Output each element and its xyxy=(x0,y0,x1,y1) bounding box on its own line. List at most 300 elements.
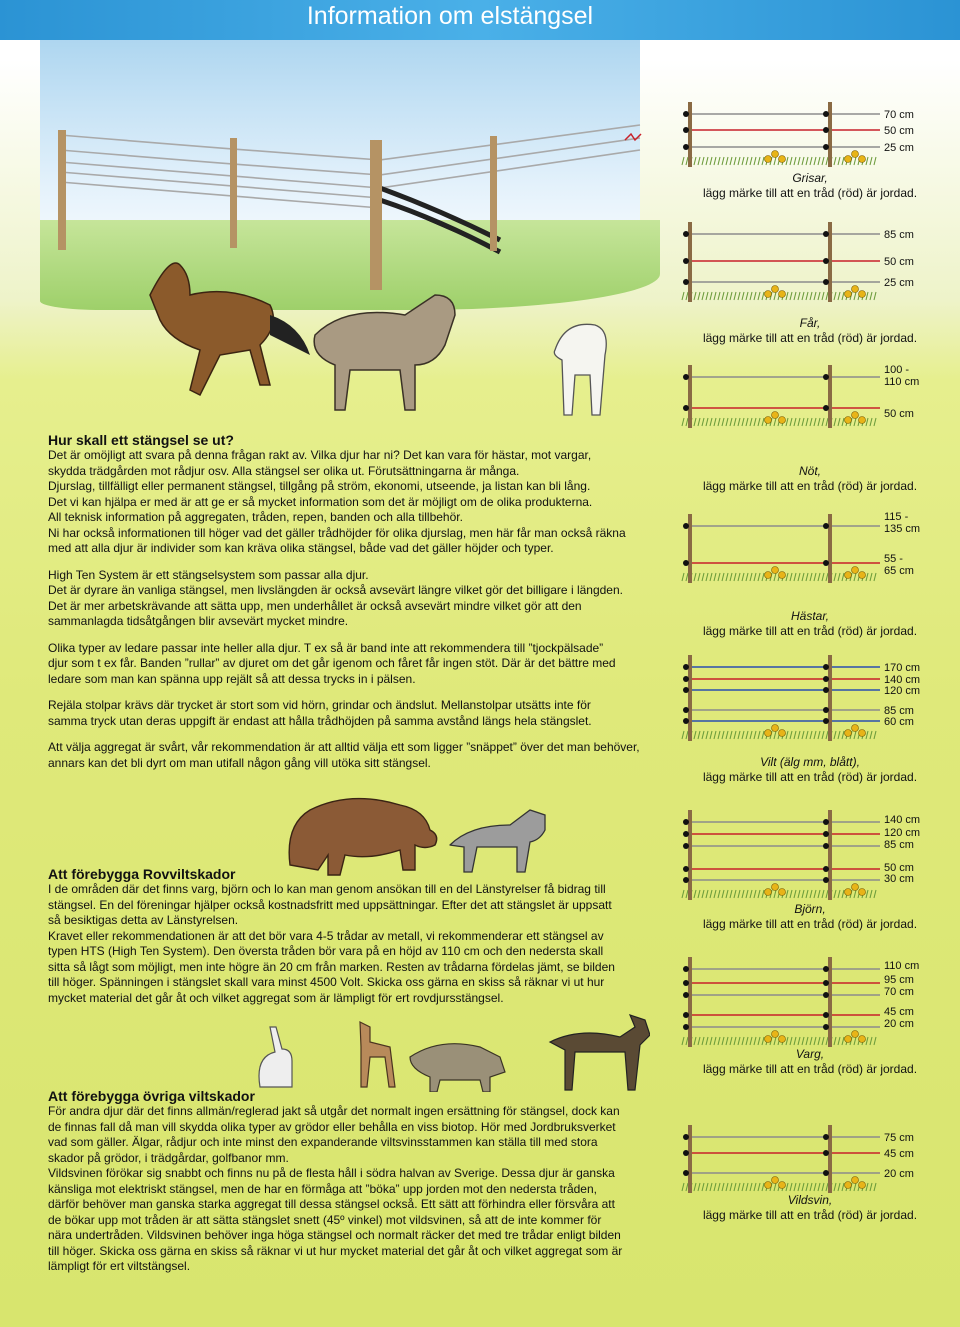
grass-blade xyxy=(802,157,804,165)
grass-blade xyxy=(870,1037,872,1045)
insulator xyxy=(823,1134,829,1140)
flower xyxy=(852,286,859,293)
flower xyxy=(852,884,859,891)
grass-blade xyxy=(686,573,688,581)
grass-blade xyxy=(810,157,812,165)
grass-blade xyxy=(698,292,700,300)
wire-height-label: 50 cm xyxy=(884,256,914,268)
grass-blade xyxy=(710,1183,712,1191)
grass-blade xyxy=(702,157,704,165)
grass-blade xyxy=(810,292,812,300)
insulator xyxy=(823,127,829,133)
grass-blade xyxy=(722,731,724,739)
grass-blade xyxy=(814,157,816,165)
fence-post xyxy=(688,365,692,428)
grass-blade xyxy=(786,1183,788,1191)
grass-blade xyxy=(726,731,728,739)
fence-caption xyxy=(680,1193,940,1223)
wire-height-label: 170 cm xyxy=(884,662,921,674)
insulator xyxy=(823,111,829,117)
fence-post xyxy=(828,1125,832,1193)
grass-blade xyxy=(730,731,732,739)
insulator xyxy=(683,258,689,264)
grass-blade xyxy=(842,1183,844,1191)
flower xyxy=(852,412,859,419)
grass-blade xyxy=(698,157,700,165)
fence-note: lägg märke till att en tråd (röd) är jordad. xyxy=(702,479,918,493)
aggregat-line: annars kan det bli dyrt om man utifall någon gång vill utöka sitt stängsel. xyxy=(48,755,431,770)
insulator xyxy=(683,966,689,972)
fence-post xyxy=(58,130,66,250)
flower xyxy=(859,730,866,737)
grass-blade xyxy=(730,418,732,426)
insulator xyxy=(683,127,689,133)
grass-blade xyxy=(758,418,760,426)
grass-blade xyxy=(714,731,716,739)
wild-boar-illustration xyxy=(410,1044,505,1092)
fence-post xyxy=(370,140,382,290)
rovvilt-line: sitta så lågt som möjligt, men inte högre än 20 cm från marken. Resten av trådarna fördelas jämt, se bilden xyxy=(48,959,615,974)
fence-post xyxy=(828,102,832,167)
grass-blade xyxy=(710,573,712,581)
grass-blade xyxy=(794,418,796,426)
grass-blade xyxy=(734,157,736,165)
insulator xyxy=(823,718,829,724)
insulator xyxy=(823,664,829,670)
intro-line: Det vi kan hjälpa er med är att ge er så mycket information som det är möjligt om de olika produkterna. xyxy=(48,494,593,509)
grass-blade xyxy=(754,1037,756,1045)
flower xyxy=(859,417,866,424)
flower xyxy=(859,889,866,896)
insulator xyxy=(823,966,829,972)
rovvilt-line: typen HTS (High Ten System). Den översta tråden bör vara på en höjd av 110 cm och den nedersta skall xyxy=(48,944,604,958)
insulator xyxy=(683,279,689,285)
grass-blade xyxy=(762,1037,764,1045)
fence-note: lägg märke till att en tråd (röd) är jordad. xyxy=(702,770,918,784)
grass-blade xyxy=(686,157,688,165)
insulator xyxy=(683,111,689,117)
flower xyxy=(772,725,779,732)
flower xyxy=(765,291,772,298)
flower xyxy=(845,417,852,424)
grass-blade xyxy=(694,573,696,581)
wire-height-label: 20 cm xyxy=(884,1018,914,1030)
viltskador-section xyxy=(48,1088,678,1275)
grass-blade xyxy=(874,418,876,426)
grass-blade xyxy=(790,418,792,426)
grass-blade xyxy=(734,573,736,581)
grass-blade xyxy=(682,292,684,300)
grass-blade xyxy=(706,573,708,581)
grass-blade xyxy=(702,418,704,426)
grass-blade xyxy=(870,731,872,739)
insulator xyxy=(823,374,829,380)
grass-blade xyxy=(818,573,820,581)
grass-blade xyxy=(714,157,716,165)
grass-blade xyxy=(738,731,740,739)
grass-blade xyxy=(798,890,800,898)
grass-blade xyxy=(726,573,728,581)
grass-blade xyxy=(718,1183,720,1191)
fence-post xyxy=(688,102,692,167)
grass-blade xyxy=(742,731,744,739)
grass-blade xyxy=(762,418,764,426)
grass-blade xyxy=(702,890,704,898)
grass-blade xyxy=(826,573,828,581)
fence-panel-not xyxy=(680,360,940,495)
insulator xyxy=(683,992,689,998)
grass-blade xyxy=(802,418,804,426)
intro-line: All teknisk information på aggregaten, tråden, repen, banden och alla tillbehör. xyxy=(48,510,463,524)
fence-animal-name: Vilt (älg mm, blått), xyxy=(760,755,860,769)
insulator xyxy=(823,560,829,566)
flower xyxy=(845,291,852,298)
insulator xyxy=(823,279,829,285)
insulator xyxy=(683,664,689,670)
grass-blade xyxy=(818,731,820,739)
grass-blade xyxy=(818,890,820,898)
fence-note: lägg märke till att en tråd (röd) är jordad. xyxy=(702,1208,918,1222)
grass-blade xyxy=(834,890,836,898)
viltskador-line: nära undertråden. Vildsvinen behöver inga höga stängsel och normalt räcker det med tre trådar enligt bilden xyxy=(48,1228,621,1242)
grass-blade xyxy=(714,1037,716,1045)
stolpar-line: Rejäla stolpar krävs där trycket är stort som vid hörn, grindar och ändslut. Mellanstolpar utsätts inte för xyxy=(48,698,591,712)
grass-blade xyxy=(774,1037,776,1045)
grass-blade xyxy=(834,157,836,165)
grass-blade xyxy=(686,890,688,898)
grass-blade xyxy=(730,292,732,300)
fence-caption xyxy=(680,902,940,932)
grass-blade xyxy=(866,731,868,739)
grass-blade xyxy=(774,418,776,426)
insulator xyxy=(683,560,689,566)
grass-blade xyxy=(762,1183,764,1191)
ledare-line: ledare som man kan spänna upp rejält så att dessa trycks in i pälsen. xyxy=(48,671,416,686)
grass-blade xyxy=(834,1037,836,1045)
flower xyxy=(859,1036,866,1043)
insulator xyxy=(823,231,829,237)
flower xyxy=(845,730,852,737)
grass-blade xyxy=(802,573,804,581)
insulator xyxy=(683,687,689,693)
insulator xyxy=(683,843,689,849)
grass-blade xyxy=(870,418,872,426)
grass-blade xyxy=(730,1037,732,1045)
grass-blade xyxy=(854,418,856,426)
fence-note: lägg märke till att en tråd (röd) är jordad. xyxy=(702,917,918,931)
viltskador-line: därför behöver man ganska starka aggregat till dessa stängsel också. Ett sätt att förhindra eller försvåra att xyxy=(48,1197,615,1211)
fence-post xyxy=(230,138,237,248)
flower xyxy=(845,889,852,896)
grass-blade xyxy=(746,418,748,426)
grass-blade xyxy=(754,731,756,739)
insulator xyxy=(683,374,689,380)
insulator xyxy=(683,866,689,872)
fence-caption xyxy=(680,171,940,201)
grass-blade xyxy=(706,731,708,739)
grass-blade xyxy=(842,418,844,426)
flower xyxy=(772,286,779,293)
wire-height-label: 75 cm xyxy=(884,1132,914,1144)
flower xyxy=(772,567,779,574)
grass-blade xyxy=(718,292,720,300)
grass-blade xyxy=(810,1037,812,1045)
grass-blade xyxy=(810,418,812,426)
grass-blade xyxy=(806,731,808,739)
flower xyxy=(779,572,786,579)
grass-blade xyxy=(866,1037,868,1045)
wire-height-label: 85 cm xyxy=(884,705,914,717)
grass-blade xyxy=(798,157,800,165)
flower xyxy=(859,572,866,579)
flower xyxy=(779,889,786,896)
grass-blade xyxy=(870,292,872,300)
grass-blade xyxy=(722,573,724,581)
hts-line: High Ten System är ett stängselsystem som passar alla djur. xyxy=(48,567,369,582)
grass-blade xyxy=(706,890,708,898)
grass-blade xyxy=(786,731,788,739)
grass-blade xyxy=(810,890,812,898)
rovvilt-section xyxy=(48,866,678,1006)
hts-line: sammanlagda tidsåtgången blir avsevärt mycket mindre. xyxy=(48,614,349,628)
grass-blade xyxy=(706,292,708,300)
flower xyxy=(772,1177,779,1184)
grass-blade xyxy=(870,890,872,898)
insulator xyxy=(823,1024,829,1030)
grass-blade xyxy=(786,1037,788,1045)
grass-blade xyxy=(682,1037,684,1045)
grass-blade xyxy=(750,157,752,165)
grass-blade xyxy=(818,418,820,426)
intro-line: skydda trädgården mot rådjur osv. Alla stängsel ser olika ut. Förutsättningarna är många. xyxy=(48,463,520,478)
grass-blade xyxy=(738,418,740,426)
grass-blade xyxy=(790,890,792,898)
wire-height-label: 115 - 135 cm xyxy=(884,511,921,535)
grass-blade xyxy=(874,1183,876,1191)
insulator xyxy=(683,819,689,825)
grass-blade xyxy=(822,157,824,165)
rovvilt-line: Kravet eller rekommendationen är att det bör vara 4-5 trådar av metall, vi rekommenderar ett stängsel av xyxy=(48,928,604,943)
grass-blade xyxy=(710,890,712,898)
bear-illustration xyxy=(289,799,437,875)
grass-blade xyxy=(810,1183,812,1191)
grass-blade xyxy=(806,573,808,581)
viltskador-line: till höger. Skicka oss gärna en skiss så räknar vi ut hur mycket material det går åt och vilket aggregat som är xyxy=(48,1243,623,1258)
flower xyxy=(765,156,772,163)
grass-blade xyxy=(774,573,776,581)
fence-caption xyxy=(680,316,940,346)
grass-blade xyxy=(774,890,776,898)
insulator xyxy=(683,831,689,837)
flower xyxy=(779,730,786,737)
grass-blade xyxy=(758,890,760,898)
flower xyxy=(859,1182,866,1189)
grass-blade xyxy=(854,890,856,898)
grass-blade xyxy=(822,890,824,898)
moose-illustration xyxy=(550,1015,650,1090)
grass-blade xyxy=(738,573,740,581)
fence-post xyxy=(688,514,692,583)
cow-illustration xyxy=(314,295,455,410)
grass-blade xyxy=(870,157,872,165)
fence-post xyxy=(688,1125,692,1193)
grass-blade xyxy=(750,731,752,739)
insulator xyxy=(823,523,829,529)
grass-blade xyxy=(794,890,796,898)
insulator xyxy=(683,877,689,883)
wire-height-label: 50 cm xyxy=(884,862,914,874)
fence-note: lägg märke till att en tråd (röd) är jordad. xyxy=(702,624,918,638)
grass-blade xyxy=(698,1183,700,1191)
grass-blade xyxy=(838,157,840,165)
grass-blade xyxy=(722,890,724,898)
flower xyxy=(845,572,852,579)
fence-diagram xyxy=(680,955,880,1055)
wire-height-label: 60 cm xyxy=(884,716,914,728)
fence-diagram xyxy=(680,1100,880,1200)
flower xyxy=(765,417,772,424)
grass-blade xyxy=(734,1037,736,1045)
grass-blade xyxy=(722,157,724,165)
grass-blade xyxy=(694,731,696,739)
horse-illustration xyxy=(150,263,310,395)
grass-blade xyxy=(854,157,856,165)
grass-blade xyxy=(798,573,800,581)
grass-blade xyxy=(794,573,796,581)
grass-blade xyxy=(714,890,716,898)
grass-blade xyxy=(806,890,808,898)
grass-blade xyxy=(834,1183,836,1191)
insulator xyxy=(683,676,689,682)
flower xyxy=(765,889,772,896)
fence-post xyxy=(688,957,692,1047)
grass-blade xyxy=(874,1037,876,1045)
grass-blade xyxy=(702,731,704,739)
rovvilt-line: så besiktigas detta av Länstyrelsen. xyxy=(48,913,239,927)
grass-blade xyxy=(742,292,744,300)
grass-blade xyxy=(738,1037,740,1045)
grass-blade xyxy=(786,573,788,581)
grass-blade xyxy=(734,1183,736,1191)
insulator xyxy=(683,1150,689,1156)
grass-blade xyxy=(738,292,740,300)
grass-blade xyxy=(694,890,696,898)
grass-blade xyxy=(698,573,700,581)
grass-blade xyxy=(866,418,868,426)
grass-blade xyxy=(822,1037,824,1045)
ledare-line: djur som t ex får. Banden ”rullar” av djuret om det går igenom och fåret får ingen stöt. Där är det bättre med xyxy=(48,656,616,670)
insulator xyxy=(823,1012,829,1018)
grass-blade xyxy=(710,292,712,300)
grass-blade xyxy=(822,573,824,581)
grass-blade xyxy=(698,1037,700,1045)
fence-diagram xyxy=(680,216,880,316)
insulator xyxy=(823,992,829,998)
grass-blade xyxy=(718,418,720,426)
grass-blade xyxy=(698,731,700,739)
viltskador-line: Vildsvinen förökar sig snabbt och finns nu på de flesta håll i södra halvan av Sverige. Dessa djur är ganska xyxy=(48,1166,615,1180)
flower xyxy=(779,1182,786,1189)
grass-blade xyxy=(826,157,828,165)
insulator xyxy=(683,1012,689,1018)
grass-blade xyxy=(682,1183,684,1191)
grass-blade xyxy=(762,292,764,300)
wire-height-label: 120 cm xyxy=(884,827,921,839)
grass-blade xyxy=(874,731,876,739)
grass-blade xyxy=(726,1037,728,1045)
aggregat-line: Att välja aggregat är svårt, vår rekommendation är att alltid välja ett som ligger ”snäppet” över det man behöver, xyxy=(48,740,640,754)
grass-blade xyxy=(838,1183,840,1191)
grass-blade xyxy=(874,292,876,300)
wire-height-label: 25 cm xyxy=(884,142,914,154)
grass-blade xyxy=(834,573,836,581)
grass-blade xyxy=(814,292,816,300)
grass-blade xyxy=(798,292,800,300)
fence-animal-name: Får, xyxy=(799,316,821,330)
grass-blade xyxy=(798,731,800,739)
grass-blade xyxy=(814,573,816,581)
fence-diagram xyxy=(680,360,880,460)
grass-blade xyxy=(854,292,856,300)
flower xyxy=(772,884,779,891)
grass-blade xyxy=(870,573,872,581)
fence-panel-vilt xyxy=(680,655,940,787)
flower xyxy=(779,156,786,163)
wire-height-label: 85 cm xyxy=(884,839,914,851)
grass-blade xyxy=(794,292,796,300)
grass-blade xyxy=(682,890,684,898)
grass-blade xyxy=(730,573,732,581)
rovvilt-line: I de områden där det finns varg, björn och lo kan man genom ansökan till en del Länstyrelser få bidrag till xyxy=(48,882,606,896)
grass-blade xyxy=(758,731,760,739)
grass-blade xyxy=(754,157,756,165)
grass-blade xyxy=(810,573,812,581)
grass-blade xyxy=(754,890,756,898)
wire-height-label: 140 cm xyxy=(884,674,921,686)
grass-blade xyxy=(754,573,756,581)
grass-blade xyxy=(694,418,696,426)
grass-blade xyxy=(802,1183,804,1191)
rovvilt-line: stängsel. En del föreningar hjälper också kostnadsfritt med uppsättningar. Efter det att stängslet är uppsatt xyxy=(48,897,612,912)
fence-animal-name: Björn, xyxy=(794,902,826,916)
grass-blade xyxy=(798,418,800,426)
grass-blade xyxy=(694,157,696,165)
lamb-illustration xyxy=(554,324,606,415)
grass-blade xyxy=(806,1183,808,1191)
insulator xyxy=(823,831,829,837)
hts-line: Det är dyrare än vanliga stängsel, men livslängden är också avsevärt längre vilket gör det billigare i längden. xyxy=(48,583,623,597)
grass-blade xyxy=(842,157,844,165)
grass-blade xyxy=(730,1183,732,1191)
grass-blade xyxy=(870,1183,872,1191)
grass-blade xyxy=(682,573,684,581)
grass-blade xyxy=(798,1183,800,1191)
grass-blade xyxy=(774,157,776,165)
viltskador-line: känsliga mot elektriskt stängsel, men de har en förmåga att ”böka” upp jorden mot den nedersta tråden, xyxy=(48,1181,597,1196)
grass-blade xyxy=(754,1183,756,1191)
grass-blade xyxy=(718,573,720,581)
grass-blade xyxy=(814,418,816,426)
fence-post xyxy=(688,810,692,900)
flower xyxy=(772,151,779,158)
grass-blade xyxy=(854,573,856,581)
grass-blade xyxy=(686,292,688,300)
grass-blade xyxy=(726,157,728,165)
grass-blade xyxy=(826,292,828,300)
flower xyxy=(765,730,772,737)
grass-blade xyxy=(722,1037,724,1045)
grass-blade xyxy=(838,418,840,426)
